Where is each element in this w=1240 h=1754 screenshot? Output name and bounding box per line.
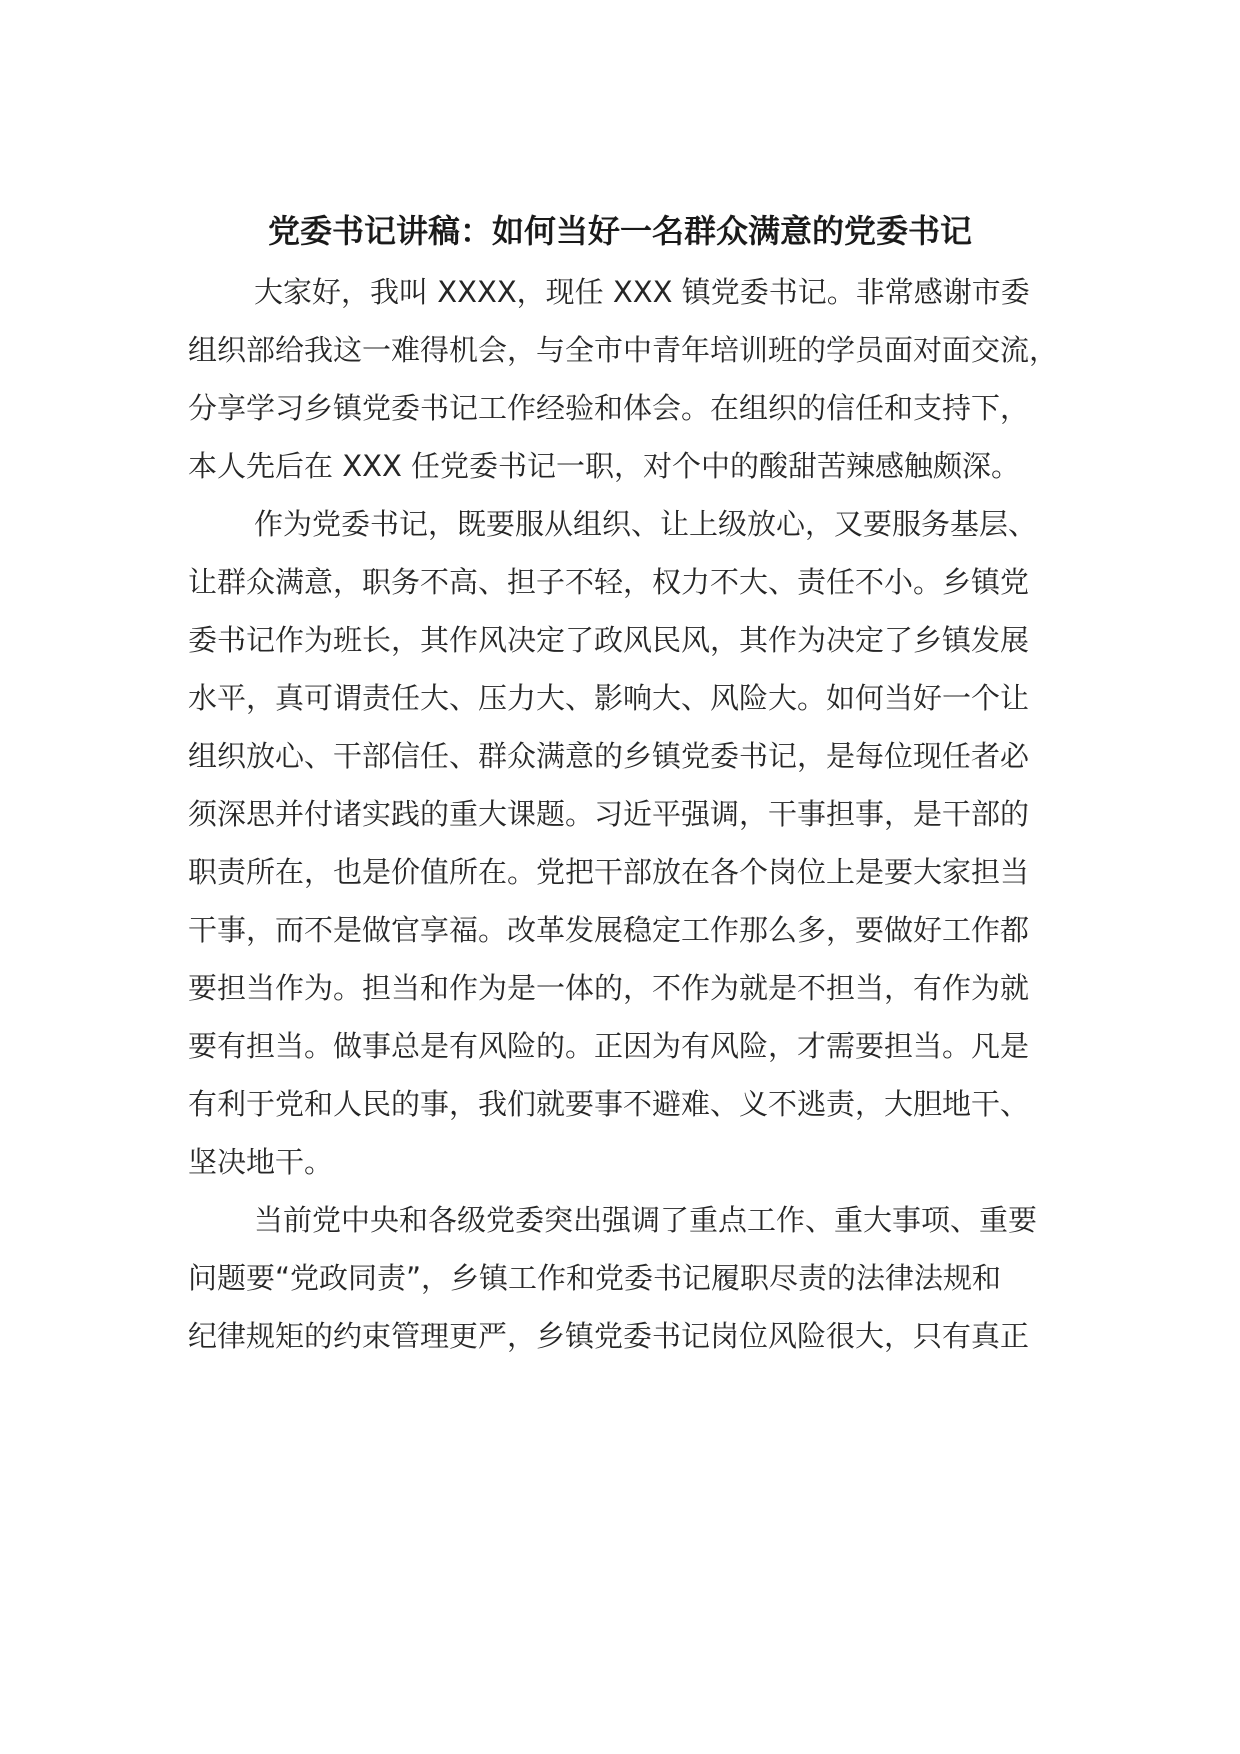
paragraph-2-line-2: 让群众满意，职务不高、担子不轻，权力不大、责任不小。乡镇党 bbox=[188, 565, 1030, 599]
paragraph-2-line-4: 水平，真可谓责任大、压力大、影响大、风险大。如何当好一个让 bbox=[188, 681, 1030, 715]
paragraph-1-line-2: 组织部给我这一难得机会，与全市中青年培训班的学员面对面交流， bbox=[188, 333, 1059, 367]
paragraph-2-line-7: 职责所在，也是价值所在。党把干部放在各个岗位上是要大家担当 bbox=[188, 855, 1030, 889]
paragraph-2-line-9: 要担当作为。担当和作为是一体的，不作为就是不担当，有作为就 bbox=[188, 971, 1030, 1005]
paragraph-1-line-3: 分享学习乡镇党委书记工作经验和体会。在组织的信任和支持下， bbox=[188, 391, 1030, 425]
paragraph-1-line-1: 大家好，我叫 XXXX，现任 XXX 镇党委书记。非常感谢市委 bbox=[254, 275, 1030, 309]
paragraph-2-line-1: 作为党委书记，既要服从组织、让上级放心，又要服务基层、 bbox=[254, 507, 1038, 541]
paragraph-2-line-3: 委书记作为班长，其作风决定了政风民风，其作为决定了乡镇发展 bbox=[188, 623, 1030, 657]
document-title: 党委书记讲稿：如何当好一名群众满意的党委书记 bbox=[267, 212, 972, 250]
paragraph-2-line-12: 坚决地干。 bbox=[188, 1145, 334, 1179]
paragraph-3-line-1: 当前党中央和各级党委突出强调了重点工作、重大事项、重要 bbox=[254, 1203, 1038, 1237]
paragraph-3-line-3: 纪律规矩的约束管理更严，乡镇党委书记岗位风险很大，只有真正 bbox=[188, 1319, 1030, 1353]
paragraph-2-line-8: 干事，而不是做官享福。改革发展稳定工作那么多，要做好工作都 bbox=[188, 913, 1030, 947]
paragraph-2-line-10: 要有担当。做事总是有风险的。正因为有风险，才需要担当。凡是 bbox=[188, 1029, 1030, 1063]
paragraph-3-line-2: 问题要“党政同责”，乡镇工作和党委书记履职尽责的法律法规和 bbox=[188, 1261, 1002, 1295]
paragraph-2-line-6: 须深思并付诸实践的重大课题。习近平强调，干事担事，是干部的 bbox=[188, 797, 1030, 831]
paragraph-1-line-4: 本人先后在 XXX 任党委书记一职，对个中的酸甜苦辣感触颇深。 bbox=[188, 449, 1021, 483]
paragraph-2-line-5: 组织放心、干部信任、群众满意的乡镇党委书记，是每位现任者必 bbox=[188, 739, 1030, 773]
paragraph-2-line-11: 有利于党和人民的事，我们就要事不避难、义不逃责，大胆地干、 bbox=[188, 1087, 1030, 1121]
